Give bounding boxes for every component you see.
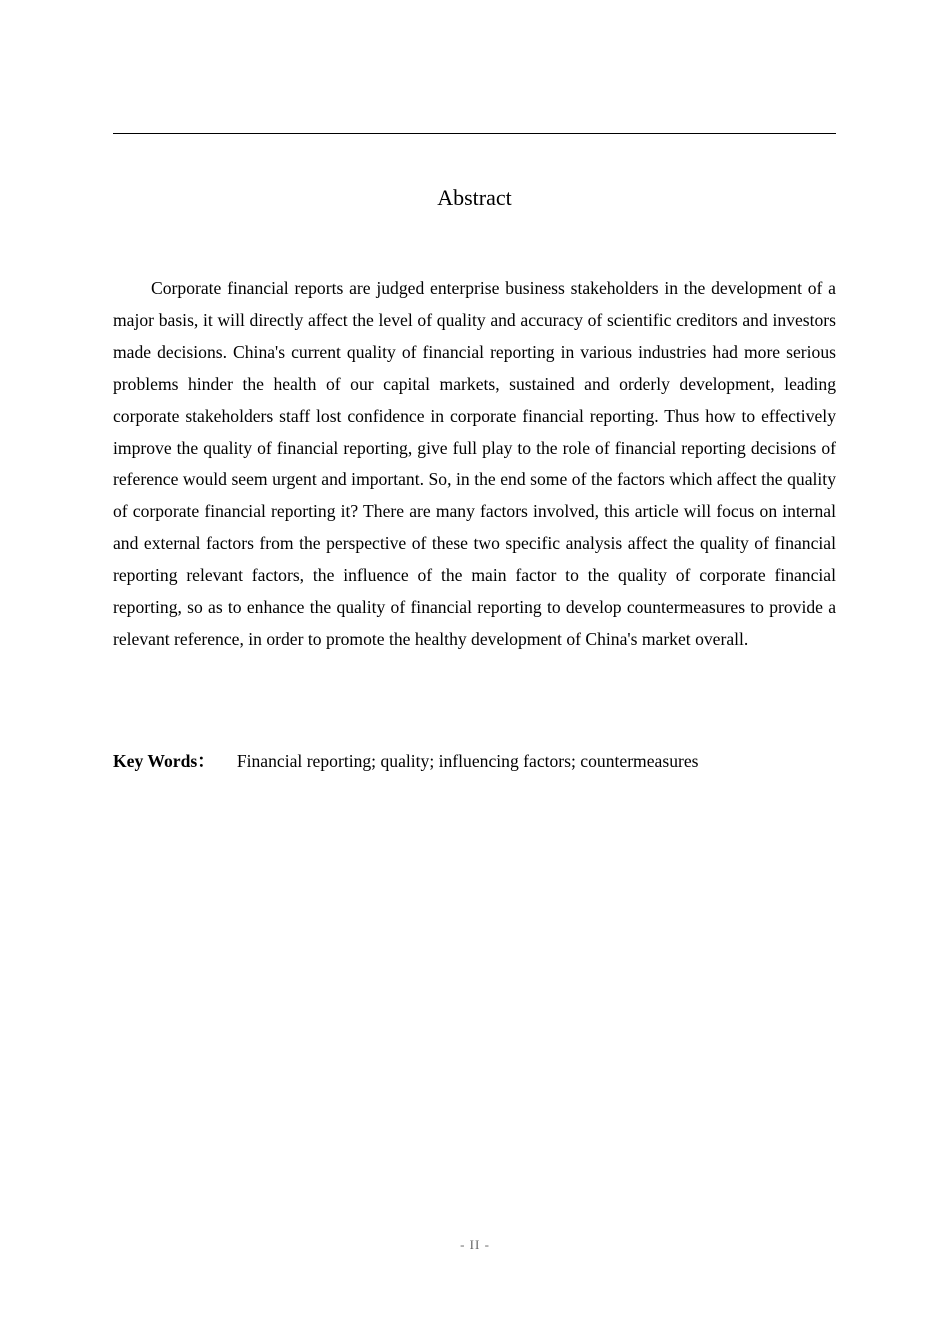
header-rule: [113, 133, 836, 134]
keywords-line: [113, 746, 836, 776]
abstract-body: Corporate financial reports are judged enterprise business stakeholders in the development of a major basis, it will directly affect the level of quality and accuracy of scientific creditors and investors made decisions. China's current quality of financial reporting in various industries had more serious problems hinder the health of our capital markets, sustained and orderly development, leading corporate stakeholders staff lost confidence in corporate financial reporting. Thus how to effectively improve the quality of financial reporting, give full play to the role of financial reporting decisions of reference would seem urgent and important. So, in the end some of the factors which affect the quality of corporate financial reporting it? There are many factors involved, this article will focus on internal and external factors from the perspective of these two specific analysis affect the quality of financial reporting relevant factors, the influence of the main factor to the quality of corporate financial reporting, so as to enhance the quality of financial reporting to develop countermeasures to provide a relevant reference, in order to promote the healthy development of China's market overall.: [113, 278, 836, 649]
page-title: Abstract: [437, 185, 512, 210]
keywords-text: Financial reporting; quality; influencing factors; countermeasures: [236, 751, 699, 771]
page-number: - II -: [460, 1237, 490, 1252]
keywords-label: Key Words：: [113, 751, 215, 771]
